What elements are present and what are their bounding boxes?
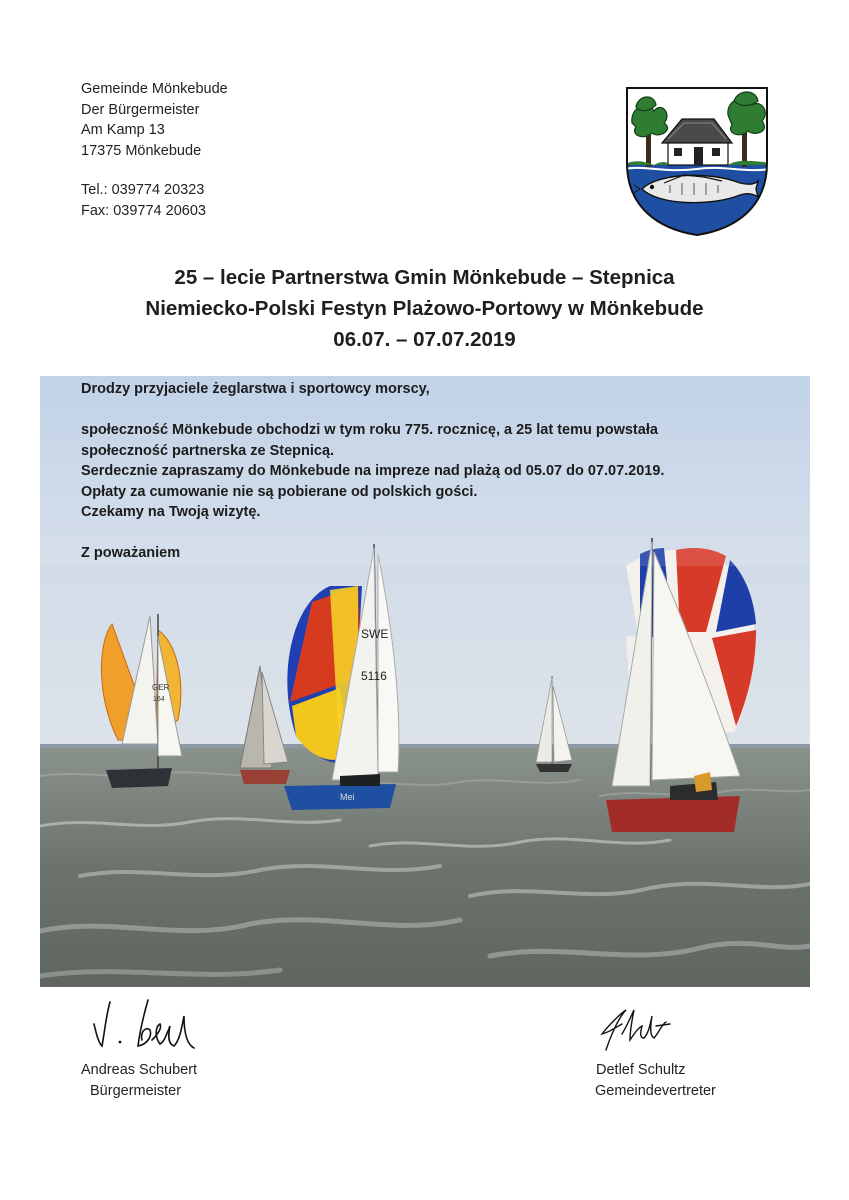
sender-address [81, 79, 228, 221]
signature-schubert [90, 996, 200, 1061]
signature-schultz [596, 1004, 676, 1059]
letter-line-4: Opłaty za cumowanie nie są pobierane od polskich gości. [81, 483, 478, 500]
signatory-left-name: Andreas Schubert [81, 1062, 198, 1078]
title-line-3: 06.07. – 07.07.2019 [333, 328, 516, 351]
sender-fax: Fax: 039774 20603 [81, 202, 206, 219]
coat-of-arms-icon [624, 85, 770, 237]
hull-name: Mei [340, 792, 355, 802]
signatory-left [81, 1060, 197, 1102]
letter-line-5: Czekamy na Twoją wizytę. [81, 504, 261, 520]
title-line-2: Niemiecko-Polski Festyn Plażowo-Portowy w Mönkebude [145, 297, 704, 320]
sail-number-5116: 5116 [361, 669, 387, 683]
letter-line-2: społeczność partnerska ze Stepnicą. [81, 442, 335, 459]
signatory-right [595, 1060, 716, 1102]
document-title [0, 262, 849, 355]
letter-greeting: Drodzy przyjaciele żeglarstwa i sportowcy morscy, [81, 381, 430, 397]
letter-line-1: społeczność Mönkebude obchodzi w tym roku 775. rocznicę, a 25 lat temu powstała [81, 422, 658, 438]
handwritten-signature-icon [596, 1004, 676, 1054]
coat-of-arms [624, 85, 770, 237]
letter-line-3: Serdecznie zapraszamy do Mönkebude na impreze nad plażą od 05.07 do 07.07.2019. [81, 463, 665, 479]
letter-closing: Z poważaniem [81, 545, 181, 561]
letter-body [81, 379, 664, 564]
sender-organization: Gemeinde Mönkebude [81, 81, 228, 97]
signatory-right-name: Detlef Schultz [596, 1062, 686, 1078]
title-line-1: 25 – lecie Partnerstwa Gmin Mönkebude – Stepnica [174, 266, 675, 289]
sail-number-164: 164 [153, 696, 165, 703]
signatory-left-role: Bürgermeister [90, 1083, 182, 1099]
sender-office: Der Bürgermeister [81, 101, 200, 118]
sender-city: 17375 Mönkebude [81, 142, 202, 159]
sail-number-ger: GER [152, 683, 170, 692]
signatory-right-role: Gemeindevertreter [595, 1083, 716, 1099]
sender-street: Am Kamp 13 [81, 122, 165, 138]
sender-telephone: Tel.: 039774 20323 [81, 182, 205, 198]
handwritten-signature-icon [90, 996, 200, 1056]
sail-number-swe: SWE [361, 627, 389, 641]
